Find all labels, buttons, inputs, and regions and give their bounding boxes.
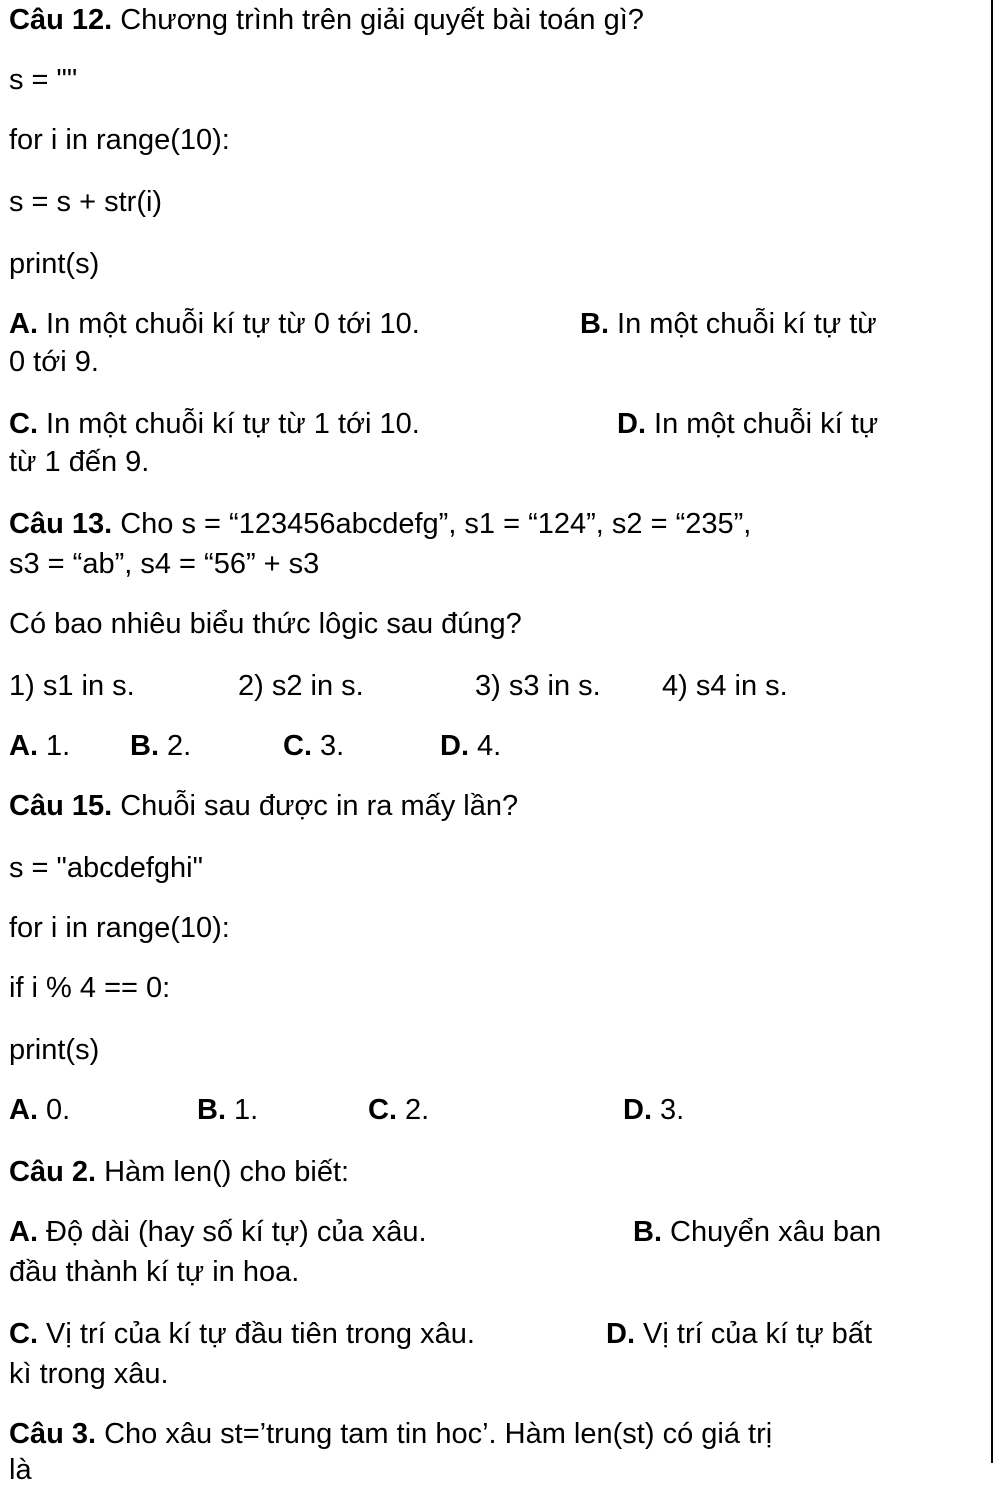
q13-item-2: 2) s2 in s. <box>238 670 364 702</box>
q2-label: Câu 2. <box>9 1156 97 1188</box>
q12-option-a-text: In một chuỗi kí tự từ 0 tới 10. <box>38 308 420 340</box>
q15-option-d-text: 3. <box>652 1094 685 1126</box>
q2-option-c-label: C. <box>9 1318 38 1350</box>
q2-option-d-label: D. <box>606 1318 635 1350</box>
q12-option-a <box>9 306 420 342</box>
q3-heading <box>9 1416 772 1452</box>
q12-option-b-text: In một chuỗi kí tự từ <box>609 308 877 340</box>
q13-question: Có bao nhiêu biểu thức lôgic sau đúng? <box>9 608 522 640</box>
q13-label: Câu 13. <box>9 508 113 540</box>
q15-option-a-text: 0. <box>38 1094 71 1126</box>
q12-option-d-continued: từ 1 đến 9. <box>9 446 150 478</box>
q3-text: Cho xâu st=’trung tam tin hoc’. Hàm len(st) có giá trị <box>96 1418 773 1450</box>
q13-option-a-text: 1. <box>38 730 71 762</box>
q15-option-a <box>9 1092 70 1128</box>
q12-option-b <box>580 306 877 342</box>
page-edge-line <box>991 0 993 1463</box>
q12-option-c <box>9 406 420 442</box>
q3-cut-text: là <box>9 1454 32 1486</box>
q2-option-c-text: Vị trí của kí tự đầu tiên trong xâu. <box>38 1318 475 1350</box>
q15-code-line-2: for i in range(10): <box>9 912 230 944</box>
q12-label: Câu 12. <box>9 4 113 36</box>
q13-option-a <box>9 728 70 764</box>
q13-option-d <box>440 728 501 764</box>
q12-option-c-label: C. <box>9 408 38 440</box>
q2-option-d <box>606 1316 872 1352</box>
q12-option-c-text: In một chuỗi kí tự từ 1 tới 10. <box>38 408 420 440</box>
q13-text-continued: s3 = “ab”, s4 = “56” + s3 <box>9 548 320 580</box>
q2-option-d-text: Vị trí của kí tự bất <box>635 1318 872 1350</box>
q15-code-line-3: if i % 4 == 0: <box>9 972 171 1004</box>
q12-option-d-text: In một chuỗi kí tự <box>646 408 879 440</box>
q2-option-d-continued: kì trong xâu. <box>9 1358 169 1390</box>
q15-code-line-4: print(s) <box>9 1034 100 1066</box>
q13-option-c-text: 3. <box>312 730 345 762</box>
q12-option-b-label: B. <box>580 308 609 340</box>
q15-text: Chuỗi sau được in ra mấy lần? <box>112 790 519 822</box>
q2-option-a-text: Độ dài (hay số kí tự) của xâu. <box>38 1216 427 1248</box>
q12-option-d-label: D. <box>617 408 646 440</box>
q12-option-a-label: A. <box>9 308 38 340</box>
q12-code-line-3: s = s + str(i) <box>9 186 163 218</box>
q2-option-b-continued: đầu thành kí tự in hoa. <box>9 1256 300 1288</box>
q15-option-b-label: B. <box>197 1094 226 1126</box>
q3-label: Câu 3. <box>9 1418 97 1450</box>
q13-option-d-label: D. <box>440 730 469 762</box>
q2-option-b-text: Chuyển xâu ban <box>662 1216 882 1248</box>
q2-option-c <box>9 1316 475 1352</box>
q12-heading <box>9 2 644 38</box>
q2-option-b <box>633 1214 881 1250</box>
q15-option-c-text: 2. <box>397 1094 430 1126</box>
q13-option-c <box>283 728 344 764</box>
q15-option-b-text: 1. <box>226 1094 259 1126</box>
q15-option-d-label: D. <box>623 1094 652 1126</box>
q13-option-b <box>130 728 191 764</box>
q13-item-3: 3) s3 in s. <box>475 670 601 702</box>
q15-option-a-label: A. <box>9 1094 38 1126</box>
q13-option-c-label: C. <box>283 730 312 762</box>
q2-heading <box>9 1154 349 1190</box>
q13-option-b-label: B. <box>130 730 159 762</box>
q13-heading <box>9 506 751 542</box>
q12-option-d <box>617 406 878 442</box>
q15-option-c <box>368 1092 429 1128</box>
q13-option-a-label: A. <box>9 730 38 762</box>
q15-heading <box>9 788 518 824</box>
q2-text: Hàm len() cho biết: <box>96 1156 350 1188</box>
q13-option-b-text: 2. <box>159 730 192 762</box>
q2-option-b-label: B. <box>633 1216 662 1248</box>
q12-text: Chương trình trên giải quyết bài toán gì? <box>112 4 644 36</box>
q15-label: Câu 15. <box>9 790 113 822</box>
q13-text: Cho s = “123456abcdefg”, s1 = “124”, s2 = “235”, <box>112 508 752 540</box>
q13-option-d-text: 4. <box>469 730 502 762</box>
q15-code-line-1: s = "abcdefghi" <box>9 852 203 884</box>
q12-code-line-4: print(s) <box>9 248 100 280</box>
q13-item-1: 1) s1 in s. <box>9 670 135 702</box>
q2-option-a-label: A. <box>9 1216 38 1248</box>
q12-code-line-2: for i in range(10): <box>9 124 230 156</box>
q12-code-line-1: s = "" <box>9 64 78 96</box>
q13-item-4: 4) s4 in s. <box>662 670 788 702</box>
q15-option-b <box>197 1092 258 1128</box>
q15-option-d <box>623 1092 684 1128</box>
q12-option-b-continued: 0 tới 9. <box>9 346 99 378</box>
q15-option-c-label: C. <box>368 1094 397 1126</box>
q2-option-a <box>9 1214 427 1250</box>
